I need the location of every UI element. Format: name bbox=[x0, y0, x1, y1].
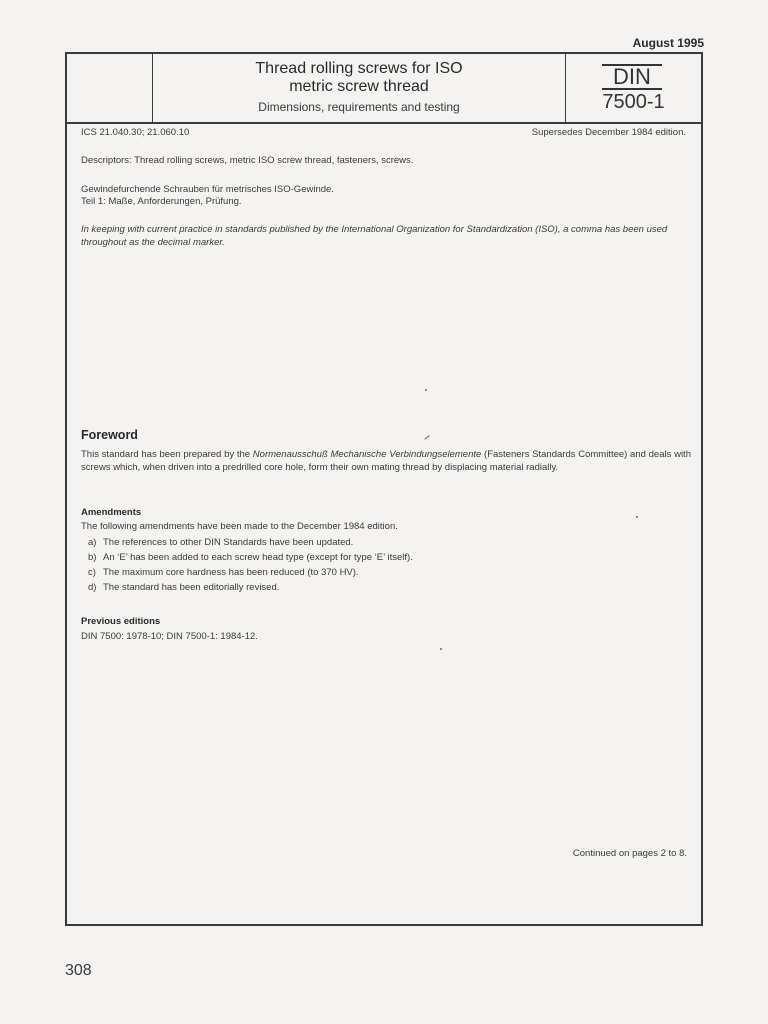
din-designation-cell bbox=[565, 54, 701, 122]
foreword-text-end: (Fasteners Standards Committee) and deals with screws which, when driven into a predrilled core hole, form their own mating thread by displacing material radially. bbox=[81, 449, 691, 473]
header-title-cell bbox=[153, 54, 565, 122]
header-block bbox=[67, 54, 701, 124]
previous-editions-heading: Previous editions bbox=[81, 616, 161, 627]
foreword-text-start: This standard has been prepared by the bbox=[81, 449, 253, 460]
foreword-paragraph bbox=[81, 449, 691, 474]
amendment-item bbox=[88, 552, 413, 565]
document-title-line2: metric screw thread bbox=[289, 78, 429, 95]
committee-name: Normenausschuß Mechanische Verbindungselemente bbox=[252, 449, 482, 460]
german-title: Gewindefurchende Schrauben für metrisches ISO-Gewinde. bbox=[81, 184, 334, 195]
document-subtitle: Dimensions, requirements and testing bbox=[258, 100, 460, 114]
amendment-item bbox=[88, 537, 353, 550]
amendment-label: d) bbox=[88, 582, 97, 593]
amendment-text: The references to other DIN Standards have been updated. bbox=[103, 537, 354, 548]
din-logo: DIN bbox=[602, 64, 662, 90]
amendments-heading: Amendments bbox=[81, 507, 142, 518]
scan-speck bbox=[440, 648, 442, 650]
amendment-text: An ‘E’ has been added to each screw head type (except for type ‘E’ itself). bbox=[103, 552, 413, 563]
supersedes-note: Supersedes December 1984 edition. bbox=[531, 127, 686, 138]
scan-speck bbox=[636, 516, 638, 518]
page-number: 308 bbox=[65, 962, 92, 979]
amendment-label: c) bbox=[88, 567, 96, 578]
descriptors: Descriptors: Thread rolling screws, metric ISO screw thread, fasteners, screws. bbox=[81, 155, 414, 166]
header-left-cell bbox=[67, 54, 153, 122]
amendment-text: The standard has been editorially revised. bbox=[103, 582, 280, 593]
amendments-intro: The following amendments have been made to the December 1984 edition. bbox=[81, 521, 398, 532]
ics-code: ICS 21.040.30; 21.060.10 bbox=[81, 127, 190, 138]
decimal-marker-note: In keeping with current practice in standards published by the International Organization for Standardization (ISO), a comma has been used throughout as the decimal marker. bbox=[81, 224, 668, 248]
amendment-item bbox=[88, 567, 359, 580]
amendment-item bbox=[88, 582, 279, 595]
din-standard-number: 7500-1 bbox=[602, 91, 665, 113]
continued-note: Continued on pages 2 to 8. bbox=[572, 848, 687, 859]
previous-editions-list: DIN 7500: 1978-10; DIN 7500-1: 1984-12. bbox=[81, 631, 258, 642]
amendment-label: a) bbox=[88, 537, 97, 548]
document-date: August 1995 bbox=[632, 36, 704, 50]
scan-speck bbox=[425, 389, 427, 391]
document-title-line1: Thread rolling screws for ISO bbox=[255, 60, 463, 77]
amendment-text: The maximum core hardness has been reduced (to 370 HV). bbox=[103, 567, 359, 578]
amendment-label: b) bbox=[88, 552, 97, 563]
german-subtitle: Teil 1: Maße, Anforderungen, Prüfung. bbox=[81, 196, 242, 207]
foreword-heading: Foreword bbox=[81, 428, 138, 442]
